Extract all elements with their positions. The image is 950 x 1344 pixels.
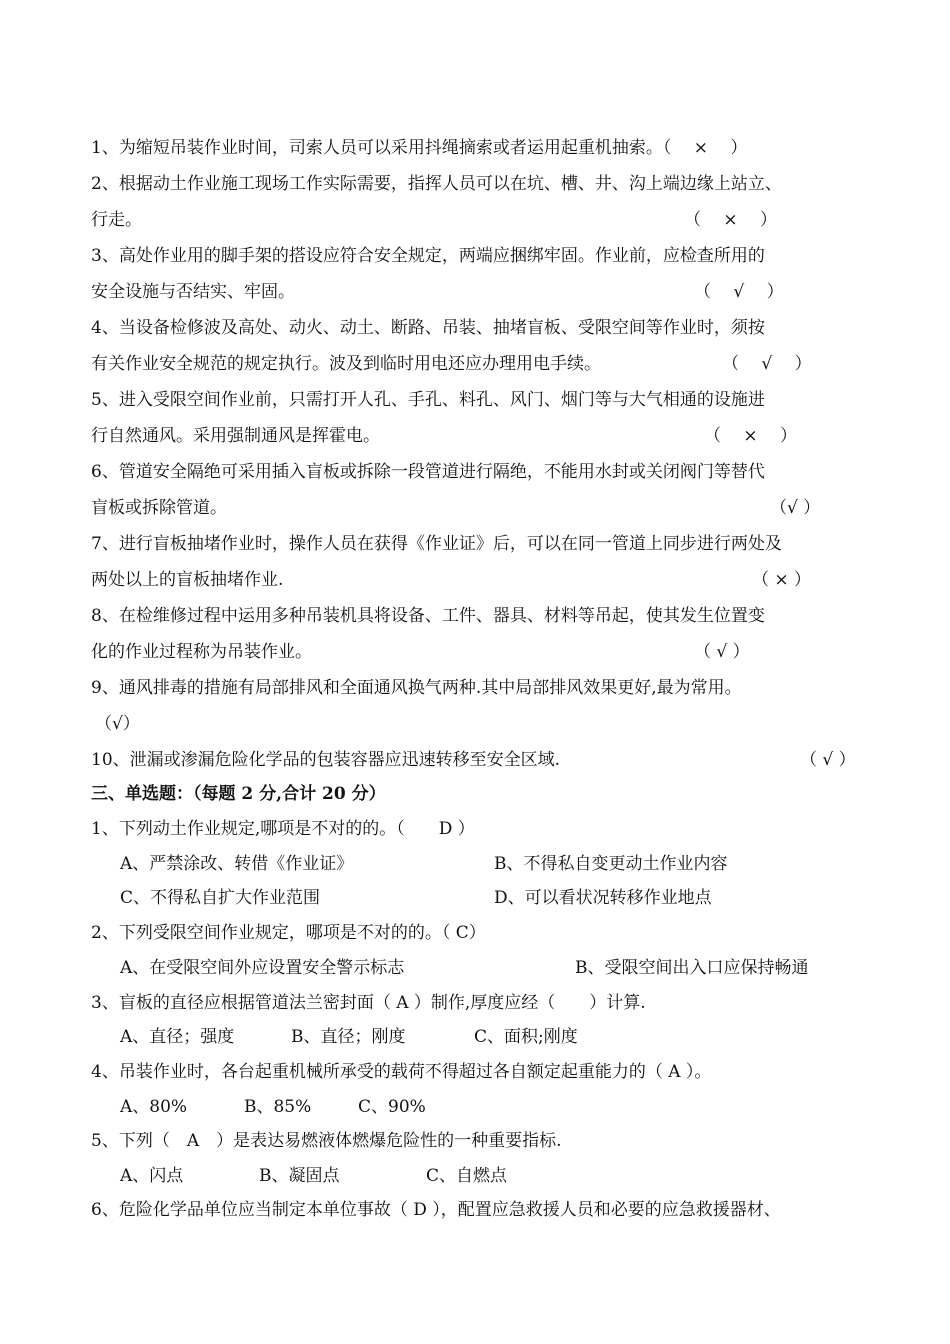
mc-option-2a: A、在受限空间外应设置安全警示标志 [120, 958, 405, 978]
mc-option-1d: D、可以看状况转移作业地点 [494, 888, 712, 908]
tf-item-10-answer: （ √ ） [800, 750, 856, 770]
mc-question-1: 1、下列动土作业规定,哪项是不对的的。（ D ） [91, 819, 475, 839]
tf-item-2-line-2: 行走。 [91, 210, 142, 230]
tf-item-5-line-2: 行自然通风。采用强制通风是挥霍电。 [91, 426, 380, 446]
mc-option-1b: B、不得私自变更动土作业内容 [494, 854, 728, 874]
mc-option-4b: B、85% [244, 1097, 312, 1117]
mc-option-5b: B、凝固点 [259, 1166, 340, 1186]
tf-item-5-line-1: 5、进入受限空间作业前，只需打开人孔、手孔、料孔、风门、烟门等与大气相通的设施进 [91, 390, 765, 410]
mc-option-3b: B、直径；刚度 [291, 1027, 406, 1047]
mc-option-4a: A、80% [120, 1097, 188, 1117]
tf-item-7-answer: （ × ） [752, 570, 812, 590]
tf-item-9-line-1: 9、通风排毒的措施有局部排风和全面通风换气两种.其中局部排风效果更好,最为常用。 [91, 678, 742, 698]
mc-option-1a: A、严禁涂改、转借《作业证》 [120, 854, 354, 874]
tf-item-10-line-1: 10、泄漏或渗漏危险化学品的包装容器应迅速转移至安全区域. [91, 750, 561, 770]
mc-question-6: 6、危险化学品单位应当制定本单位事故（ D ），配置应急救援人员和必要的应急救援器材、 [91, 1200, 781, 1220]
tf-item-1-line-1: 1、为缩短吊装作业时间，司索人员可以采用抖绳摘索或者运用起重机抽索。（ × ） [91, 138, 748, 158]
tf-item-8-line-2: 化的作业过程称为吊装作业。 [91, 642, 312, 662]
tf-item-4-answer: （ √ ） [722, 354, 812, 374]
mc-question-2: 2、下列受限空间作业规定，哪项是不对的的。（ C） [91, 923, 486, 943]
tf-item-6-line-2: 盲板或拆除管道。 [91, 498, 227, 518]
mc-question-3: 3、盲板的直径应根据管道法兰密封面（ A ）制作,厚度应经（ ）计算. [91, 993, 646, 1013]
mc-option-5c: C、自燃点 [426, 1166, 508, 1186]
tf-item-8-line-1: 8、在检维修过程中运用多种吊装机具将设备、工件、器具、材料等吊起，使其发生位置变 [91, 606, 765, 626]
mc-option-4c: C、90% [358, 1097, 426, 1117]
mc-question-4: 4、吊装作业时，各台起重机械所承受的载荷不得超过各自额定起重能力的（ A ）。 [91, 1062, 712, 1082]
tf-item-3-answer: （ √ ） [694, 282, 784, 302]
section-heading: 三、单选题：（每题 2 分,合计 20 分） [91, 784, 386, 804]
tf-item-2-line-1: 2、根据动土作业施工现场工作实际需要，指挥人员可以在坑、槽、井、沟上端边缘上站立、 [91, 174, 782, 194]
tf-item-4-line-1: 4、当设备检修波及高处、动火、动土、断路、吊装、抽堵盲板、受限空间等作业时，须按 [91, 318, 765, 338]
mc-option-2b: B、受限空间出入口应保持畅通 [575, 958, 809, 978]
tf-item-3-line-2: 安全设施与否结实、牢固。 [91, 282, 295, 302]
mc-option-3c: C、面积;刚度 [474, 1027, 578, 1047]
mc-option-3a: A、直径；强度 [120, 1027, 235, 1047]
tf-item-4-line-2: 有关作业安全规范的规定执行。波及到临时用电还应办理用电手续。 [91, 354, 601, 374]
tf-item-5-answer: （ × ） [704, 426, 798, 446]
mc-option-1c: C、不得私自扩大作业范围 [120, 888, 321, 908]
tf-item-9-line-2: （√） [95, 714, 140, 734]
tf-item-6-line-1: 6、管道安全隔绝可采用插入盲板或拆除一段管道进行隔绝，不能用水封或关闭阀门等替代 [91, 462, 765, 482]
tf-item-7-line-1: 7、进行盲板抽堵作业时，操作人员在获得《作业证》后，可以在同一管道上同步进行两处及 [91, 534, 782, 554]
tf-item-7-line-2: 两处以上的盲板抽堵作业. [91, 570, 284, 590]
tf-item-8-answer: （ √ ） [694, 642, 750, 662]
tf-item-2-answer: （ × ） [684, 210, 778, 230]
mc-option-5a: A、闪点 [120, 1166, 184, 1186]
tf-item-3-line-1: 3、高处作业用的脚手架的搭设应符合安全规定，两端应捆绑牢固。作业前，应检查所用的 [91, 246, 765, 266]
tf-item-6-answer: （√ ） [770, 498, 821, 518]
mc-question-5: 5、下列（ A ）是表达易燃液体燃爆危险性的一种重要指标. [91, 1131, 562, 1151]
